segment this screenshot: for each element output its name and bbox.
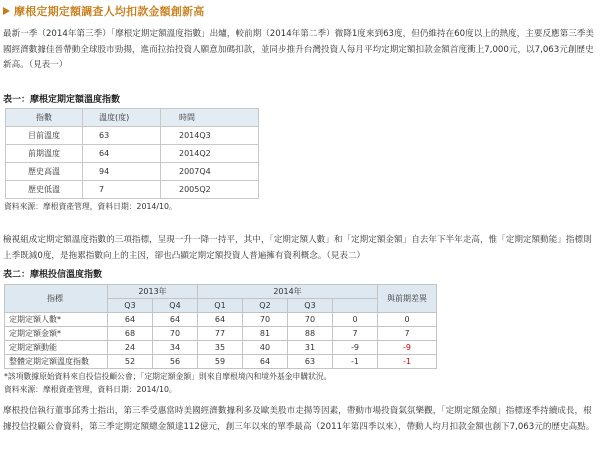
table-cell: 定期定額人數*: [5, 313, 108, 327]
table-cell: 歷史高溫: [6, 163, 83, 181]
table-cell: 歷史低溫: [6, 181, 83, 199]
table-cell: 7: [378, 327, 437, 341]
table-cell: 56: [153, 355, 198, 369]
table1-header-cell: 時間: [161, 109, 259, 127]
table-cell: 7: [333, 327, 378, 341]
table2-title: 表二：摩根投信溫度指數: [3, 270, 103, 280]
table-cell: -1: [333, 355, 378, 369]
table2-header-quarter: Q3: [108, 299, 153, 313]
table-cell: 前期溫度: [6, 145, 83, 163]
table2-header-quarter: Q2: [243, 299, 288, 313]
table-row: [6, 163, 259, 181]
table-row: [6, 145, 259, 163]
table-cell: 77: [198, 327, 243, 341]
table2-header-quarter: Q3: [288, 299, 333, 313]
table-row: [6, 181, 259, 199]
table-cell: 2014Q3: [161, 127, 259, 145]
table-cell: 64: [198, 313, 243, 327]
table-cell: 31: [288, 341, 333, 355]
table1: [5, 108, 259, 199]
table-row: [6, 127, 259, 145]
table-cell: 整體定期定額溫度指數: [5, 355, 108, 369]
table2-header-row-years: [5, 285, 437, 299]
table-cell: 64: [108, 313, 153, 327]
table2: [4, 284, 437, 369]
table-cell: 24: [108, 341, 153, 355]
table2-header-year: 2013年: [108, 285, 198, 299]
paragraph-intro: 最新一季（2014年第三季）「摩根定期定額溫度指數」出爐，較前期（2014年第二季）微降1度來到63度，但仍維持在60度以上的熱度，主要反應第三季美國經濟數據佳晉帶動全球股市勁揚，進而拉抬投資人願意加碼扣款，並同步推升台灣投資人每月平均定期定額扣款金額首度衝上7,000元，以7,063元創歷史新高。（見表一）: [3, 29, 595, 71]
table-row: [5, 341, 437, 355]
table-cell: 35: [198, 341, 243, 355]
table-cell: -9: [333, 341, 378, 355]
table2-header-indicator: 指標: [5, 285, 108, 313]
table-row: [5, 313, 437, 327]
table2-header-year: 2014年: [198, 285, 378, 299]
triangle-bullet-icon: [2, 7, 11, 16]
table-cell-negative: -9: [378, 341, 437, 355]
table-cell: 94: [83, 163, 161, 181]
table-cell: 88: [288, 327, 333, 341]
table-cell: 68: [108, 327, 153, 341]
table-cell: 2007Q4: [161, 163, 259, 181]
table1-header-cell: 溫度(度): [83, 109, 161, 127]
table1-header-row: [6, 109, 259, 127]
table2-header-diff: 與前期差異: [378, 285, 437, 313]
table-cell: 定期定額動能: [5, 341, 108, 355]
table1-title: 表一：摩根定期定額溫度指數: [3, 95, 121, 105]
table-cell: 59: [198, 355, 243, 369]
table-cell: 70: [243, 313, 288, 327]
table-cell: 34: [153, 341, 198, 355]
table2-footnote: *該項數據原始資料來自投信投顧公會；「定期定額金額」則來自摩根境內和境外基金申購狀況。: [4, 372, 332, 381]
table-cell: 0: [333, 313, 378, 327]
table-cell: 7: [83, 181, 161, 199]
table-cell-negative: -1: [378, 355, 437, 369]
table-cell: 定期定額金額*: [5, 327, 108, 341]
paragraph-indicators: 檢視組成定期定額溫度指數的三項指標，呈現一升一降一持平，其中，「定期定額人數」和「定期定額金額」自去年下半年走高，惟「定期定額動能」指標則上季既減0度，是拖累指數向上的主因，卻也凸顯定期定額投資人普遍擁有資利概念。（見表二）: [3, 235, 592, 261]
table-cell: 63: [83, 127, 161, 145]
table1-source-note: 資料來源：摩根資產管理，資料日期：2014/10。: [4, 202, 177, 211]
table-cell: 70: [153, 327, 198, 341]
table-cell: 目前溫度: [6, 127, 83, 145]
table1-header-cell: 指數: [6, 109, 83, 127]
table-cell: 81: [243, 327, 288, 341]
table-cell: 64: [153, 313, 198, 327]
paragraph-conclusion: 摩根投信執行董事邱秀士指出，第三季受惠當時美國經濟數據利多及歐美股市走揚等因素，帶動市場投資氣氛樂觀，「定期定額金額」指標逐季持續成長，根據投信投顧公會資料，第三季定期定額總金額達112億元，創三年以來的單季最高（2011年第四季以來），帶動人均月扣款金額也創下7,063元的歷史高點。: [3, 406, 595, 432]
table2-header-quarter: [333, 299, 378, 313]
table-cell: 63: [288, 355, 333, 369]
article-title: [0, 3, 204, 19]
table-row: [5, 355, 437, 369]
table-cell: 52: [108, 355, 153, 369]
table2-source-note: 資料來源：摩根資產管理，資料日期：2014/10。: [4, 385, 177, 394]
table2-header-quarter: Q1: [198, 299, 243, 313]
table2-header-quarter: Q4: [153, 299, 198, 313]
table-cell: 40: [243, 341, 288, 355]
table-row: [5, 327, 437, 341]
table-cell: 0: [378, 313, 437, 327]
table-cell: 2005Q2: [161, 181, 259, 199]
table-cell: 2014Q2: [161, 145, 259, 163]
table-cell: 64: [243, 355, 288, 369]
table-cell: 64: [83, 145, 161, 163]
title-text: 摩根定期定額調查人均扣款金額創新高: [14, 5, 205, 18]
table-cell: 70: [288, 313, 333, 327]
